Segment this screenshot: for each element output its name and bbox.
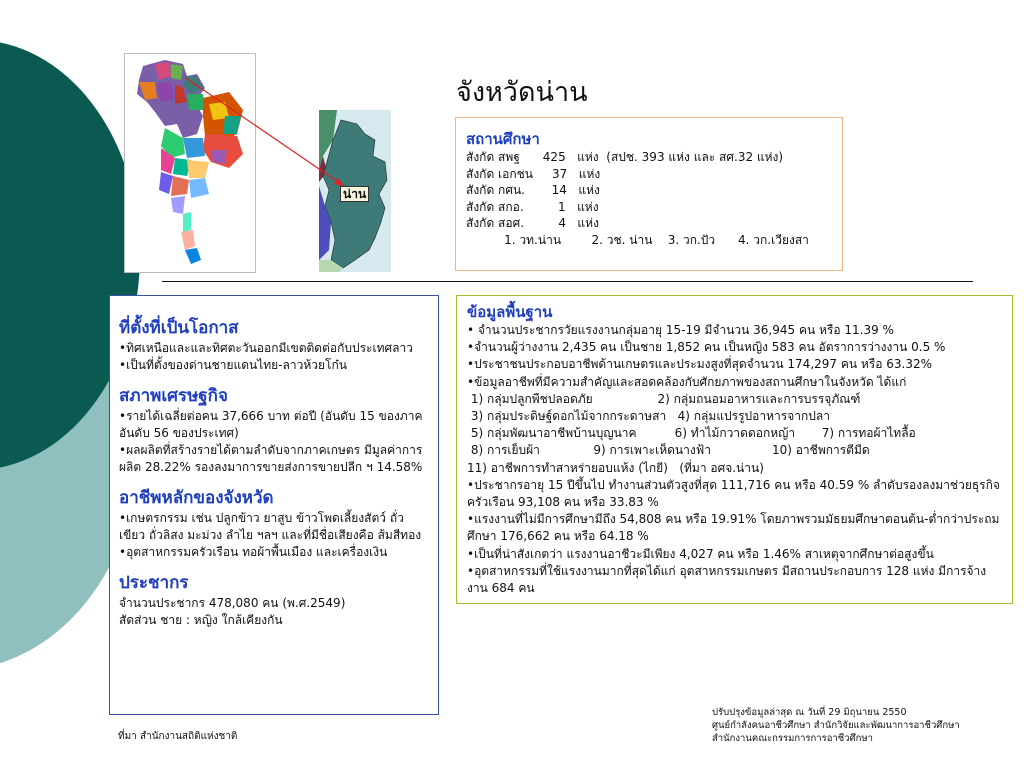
occupation-group-line: 5) กลุ่มพัฒนาอาชีพบ้านบุญนาค 6) ทำไม้กวาดดอกหญ้า 7) การทอผ้าไทลื้อ — [467, 426, 916, 441]
info-line: •เป็นที่น่าสังเกตว่า แรงงานอาชีวะมีเพียง 4,027 คน หรือ 1.46% สาเหตุจากศึกษาต่อสูงขึ้น — [467, 546, 934, 561]
occupation-line: •เกษตรกรรม เช่น ปลูกข้าว ยาสูบ ข้าวโพดเลี้ยงสัตว์ ถั่วเขียว ถั่วลิสง มะม่วง ลำไย ฯลฯ และที่มีชื่อเสียงคือ ส้มสีทอง — [119, 511, 422, 542]
page-title: จังหวัดน่าน — [456, 77, 588, 108]
education-heading: สถานศึกษา — [466, 130, 540, 148]
occupation-line: •อุตสาหกรรมครัวเรือน ทอผ้าพื้นเมือง และเครื่องเงิน — [119, 545, 388, 559]
info-line: •ประชาชนประกอบอาชีพด้านเกษตรและประมงสูงที่สุดจำนวน 174,297 คน หรือ 63.32% — [467, 357, 933, 372]
nan-map-label: น่าน — [340, 186, 369, 202]
horizontal-divider — [162, 281, 973, 282]
occupation-group-line: 8) การเย็บผ้า 9) การเพาะเห็ดนางฟ้า 10) อาชีพการตีมีด — [467, 443, 870, 458]
education-row: 1. วท.น่าน 2. วช. น่าน 3. วก.ปัว 4. วก.เวียงสา — [466, 232, 809, 247]
info-line: •อุตสาหกรรมที่ใช้แรงงานมากที่สุดได้แก่ อุตสาหกรรมเกษตร มีสถานประกอบการ 128 แห่ง มีการจ้างงาน 684 คน — [467, 563, 987, 596]
source-note-left: ที่มา สำนักงานสถิติแห่งชาติ — [118, 731, 238, 742]
education-row: สังกัด สอศ. 4 แห่ง — [466, 216, 599, 230]
thailand-map — [124, 53, 256, 273]
occupation-group-line: 1) กลุ่มปลูกพืชปลอดภัย 2) กลุ่มถนอมอาหารและการบรรจุภัณฑ์ — [467, 391, 861, 406]
population-line: จำนวนประชากร 478,080 คน (พ.ศ.2549) — [119, 596, 346, 610]
source-note-right — [712, 706, 960, 745]
location-line: •ทิศเหนือและและทิศตะวันออกมีเขตติดต่อกับประเทศลาว — [119, 341, 413, 355]
education-row: สังกัด กศน. 14 แห่ง — [466, 183, 600, 197]
economy-line: •ผลผลิตที่สร้างรายได้ตามลำดับจากภาคเกษตร มีมูลค่าการผลิต 28.22% รองลงมาการขายส่งการขายปลีก ฯ 14.58% — [119, 443, 423, 474]
info-line: •ข้อมูลอาชีพที่มีความสำคัญและสอดคล้องกับศักยภาพของสถานศึกษาในจังหวัด ได้แก่ — [467, 374, 907, 389]
population-line: สัดส่วน ชาย : หญิง ใกล้เคียงกัน — [119, 613, 283, 627]
education-box — [455, 117, 843, 271]
location-line: •เป็นที่ตั้งของด่านชายแดนไทย-ลาวห้วยโก๋น — [119, 358, 347, 372]
economy-line: •รายได้เฉลี่ยต่อคน 37,666 บาท ต่อปี (อันดับ 15 ของภาค อันดับ 56 ของประเทศ) — [119, 409, 423, 440]
province-overview-panel — [109, 295, 439, 715]
education-row: สังกัด สกอ. 1 แห่ง — [466, 199, 599, 214]
source-line: ศูนย์กำลังคนอาชีวศึกษา สำนักวิจัยและพัฒนาการอาชีวศึกษา — [712, 720, 960, 731]
basic-info-panel — [456, 295, 1013, 604]
info-line: •ประชากรอายุ 15 ปีขึ้นไป ทำงานส่วนตัวสูงที่สุด 111,716 คน หรือ 40.59 % ลำดับรองลงมาช่วยธุรกิจครัวเรือน 93,108 คน หรือ 33.83 % — [467, 477, 1000, 510]
education-row: สังกัด เอกชน 37 แห่ง — [466, 166, 601, 181]
occupation-group-line: 3) กลุ่มประดิษฐ์ดอกไม้จากกระดาษสา 4) กลุ่มแปรรูปอาหารจากปลา — [467, 409, 830, 424]
section-heading-location: ที่ตั้งที่เป็นโอกาส — [119, 318, 239, 338]
info-line: •แรงงานที่ไม่มีการศึกษามีถึง 54,808 คน หรือ 19.91% โดยภาพรวมมัธยมศึกษาตอนต้น-ต่ำกว่าประถมศึกษา 176,662 คน หรือ 64.18 % — [467, 512, 1000, 544]
info-line: •จำนวนผู้ว่างงาน 2,435 คน เป็นชาย 1,852 คน เป็นหญิง 583 คน อัตราการว่างงาน 0.5 % — [467, 340, 946, 355]
section-heading-occupations: อาชีพหลักของจังหวัด — [119, 488, 274, 508]
education-row: สังกัด สพฐ 425 แห่ง (สปช. 393 แห่ง และ สศ.32 แห่ง) — [466, 150, 784, 164]
section-heading-economy: สภาพเศรษฐกิจ — [119, 386, 228, 406]
source-line: ปรับปรุงข้อมูลล่าสุด ณ วันที่ 29 มิถุนายน 2550 — [712, 707, 907, 718]
occupation-group-line: 11) อาชีพการทำสาหร่ายอบแห้ง (ไกยี) (ที่มา อศจ.น่าน) — [467, 460, 764, 475]
source-line: สำนักงานคณะกรรมการการอาชีวศึกษา — [712, 733, 873, 744]
info-line: • จำนวนประชากรวัยแรงงานกลุ่มอายุ 15-19 มีจำนวน 36,945 คน หรือ 11.39 % — [467, 323, 894, 337]
section-heading-population: ประชากร — [119, 573, 189, 593]
basic-info-heading: ข้อมูลพื้นฐาน — [467, 303, 553, 321]
